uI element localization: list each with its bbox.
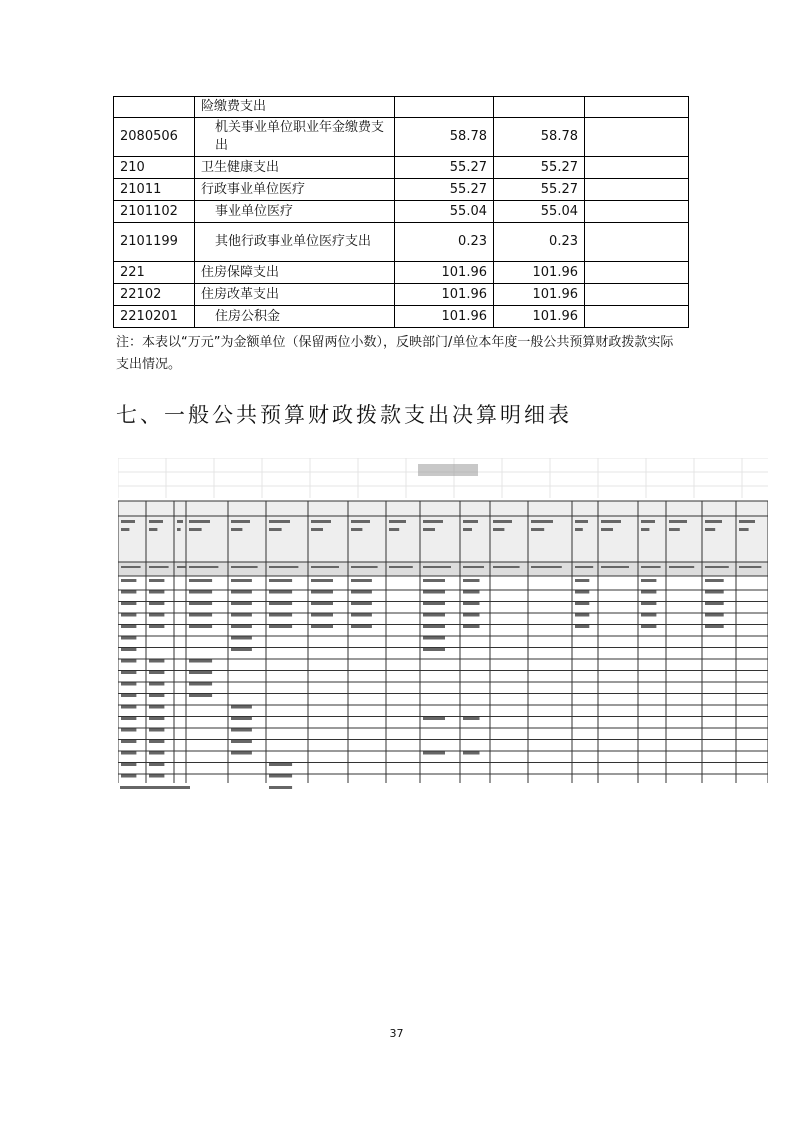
row-code: 2101102 [114,201,195,223]
row-value-2: 101.96 [494,284,585,306]
row-name: 卫生健康支出 [195,157,395,179]
row-value-1: 101.96 [395,306,494,328]
row-name: 住房改革支出 [195,284,395,306]
row-value-1: 55.04 [395,201,494,223]
row-value-2: 0.23 [494,223,585,262]
row-value-2: 58.78 [494,118,585,157]
row-code: 21011 [114,179,195,201]
spreadsheet-image [118,458,768,798]
row-blank [585,179,689,201]
row-name: 事业单位医疗 [195,201,395,223]
row-value-2: 55.04 [494,201,585,223]
row-blank [585,201,689,223]
row-blank [585,157,689,179]
row-blank [585,262,689,284]
row-blank [585,306,689,328]
row-value-1: 58.78 [395,118,494,157]
row-value-1 [395,97,494,118]
row-code: 22102 [114,284,195,306]
row-blank [585,284,689,306]
table-row [114,157,689,179]
table-row [114,179,689,201]
page-number: 37 [389,1027,404,1040]
row-code: 221 [114,262,195,284]
row-value-2: 101.96 [494,306,585,328]
row-value-1: 55.27 [395,157,494,179]
row-value-1: 55.27 [395,179,494,201]
row-value-2: 55.27 [494,157,585,179]
row-value-1: 101.96 [395,284,494,306]
row-name: 行政事业单位医疗 [195,179,395,201]
table-row [114,262,689,284]
row-code: 2101199 [114,223,195,262]
budget-table [113,96,689,328]
table-row [114,284,689,306]
row-blank [585,223,689,262]
row-code: 210 [114,157,195,179]
row-value-2: 55.27 [494,179,585,201]
row-value-2 [494,97,585,118]
table-row [114,201,689,223]
row-name: 其他行政事业单位医疗支出 [195,223,395,262]
table-row [114,223,689,262]
row-code: 2080506 [114,118,195,157]
section-heading: 七、一般公共预算财政拨款支出决算明细表 [116,403,572,427]
table-row [114,97,689,118]
row-name: 住房公积金 [195,306,395,328]
row-value-2: 101.96 [494,262,585,284]
row-value-1: 0.23 [395,223,494,262]
row-value-1: 101.96 [395,262,494,284]
row-code: 2210201 [114,306,195,328]
table-row [114,118,689,157]
row-code [114,97,195,118]
row-blank [585,97,689,118]
row-name: 险缴费支出 [195,97,395,118]
row-name: 机关事业单位职业年金缴费支出 [195,118,395,157]
table-note: 注：本表以“万元”为金额单位（保留两位小数），反映部门/单位本年度一般公共预算财政拨款实际支出情况。 [116,335,674,372]
row-blank [585,118,689,157]
row-name: 住房保障支出 [195,262,395,284]
table-row [114,306,689,328]
